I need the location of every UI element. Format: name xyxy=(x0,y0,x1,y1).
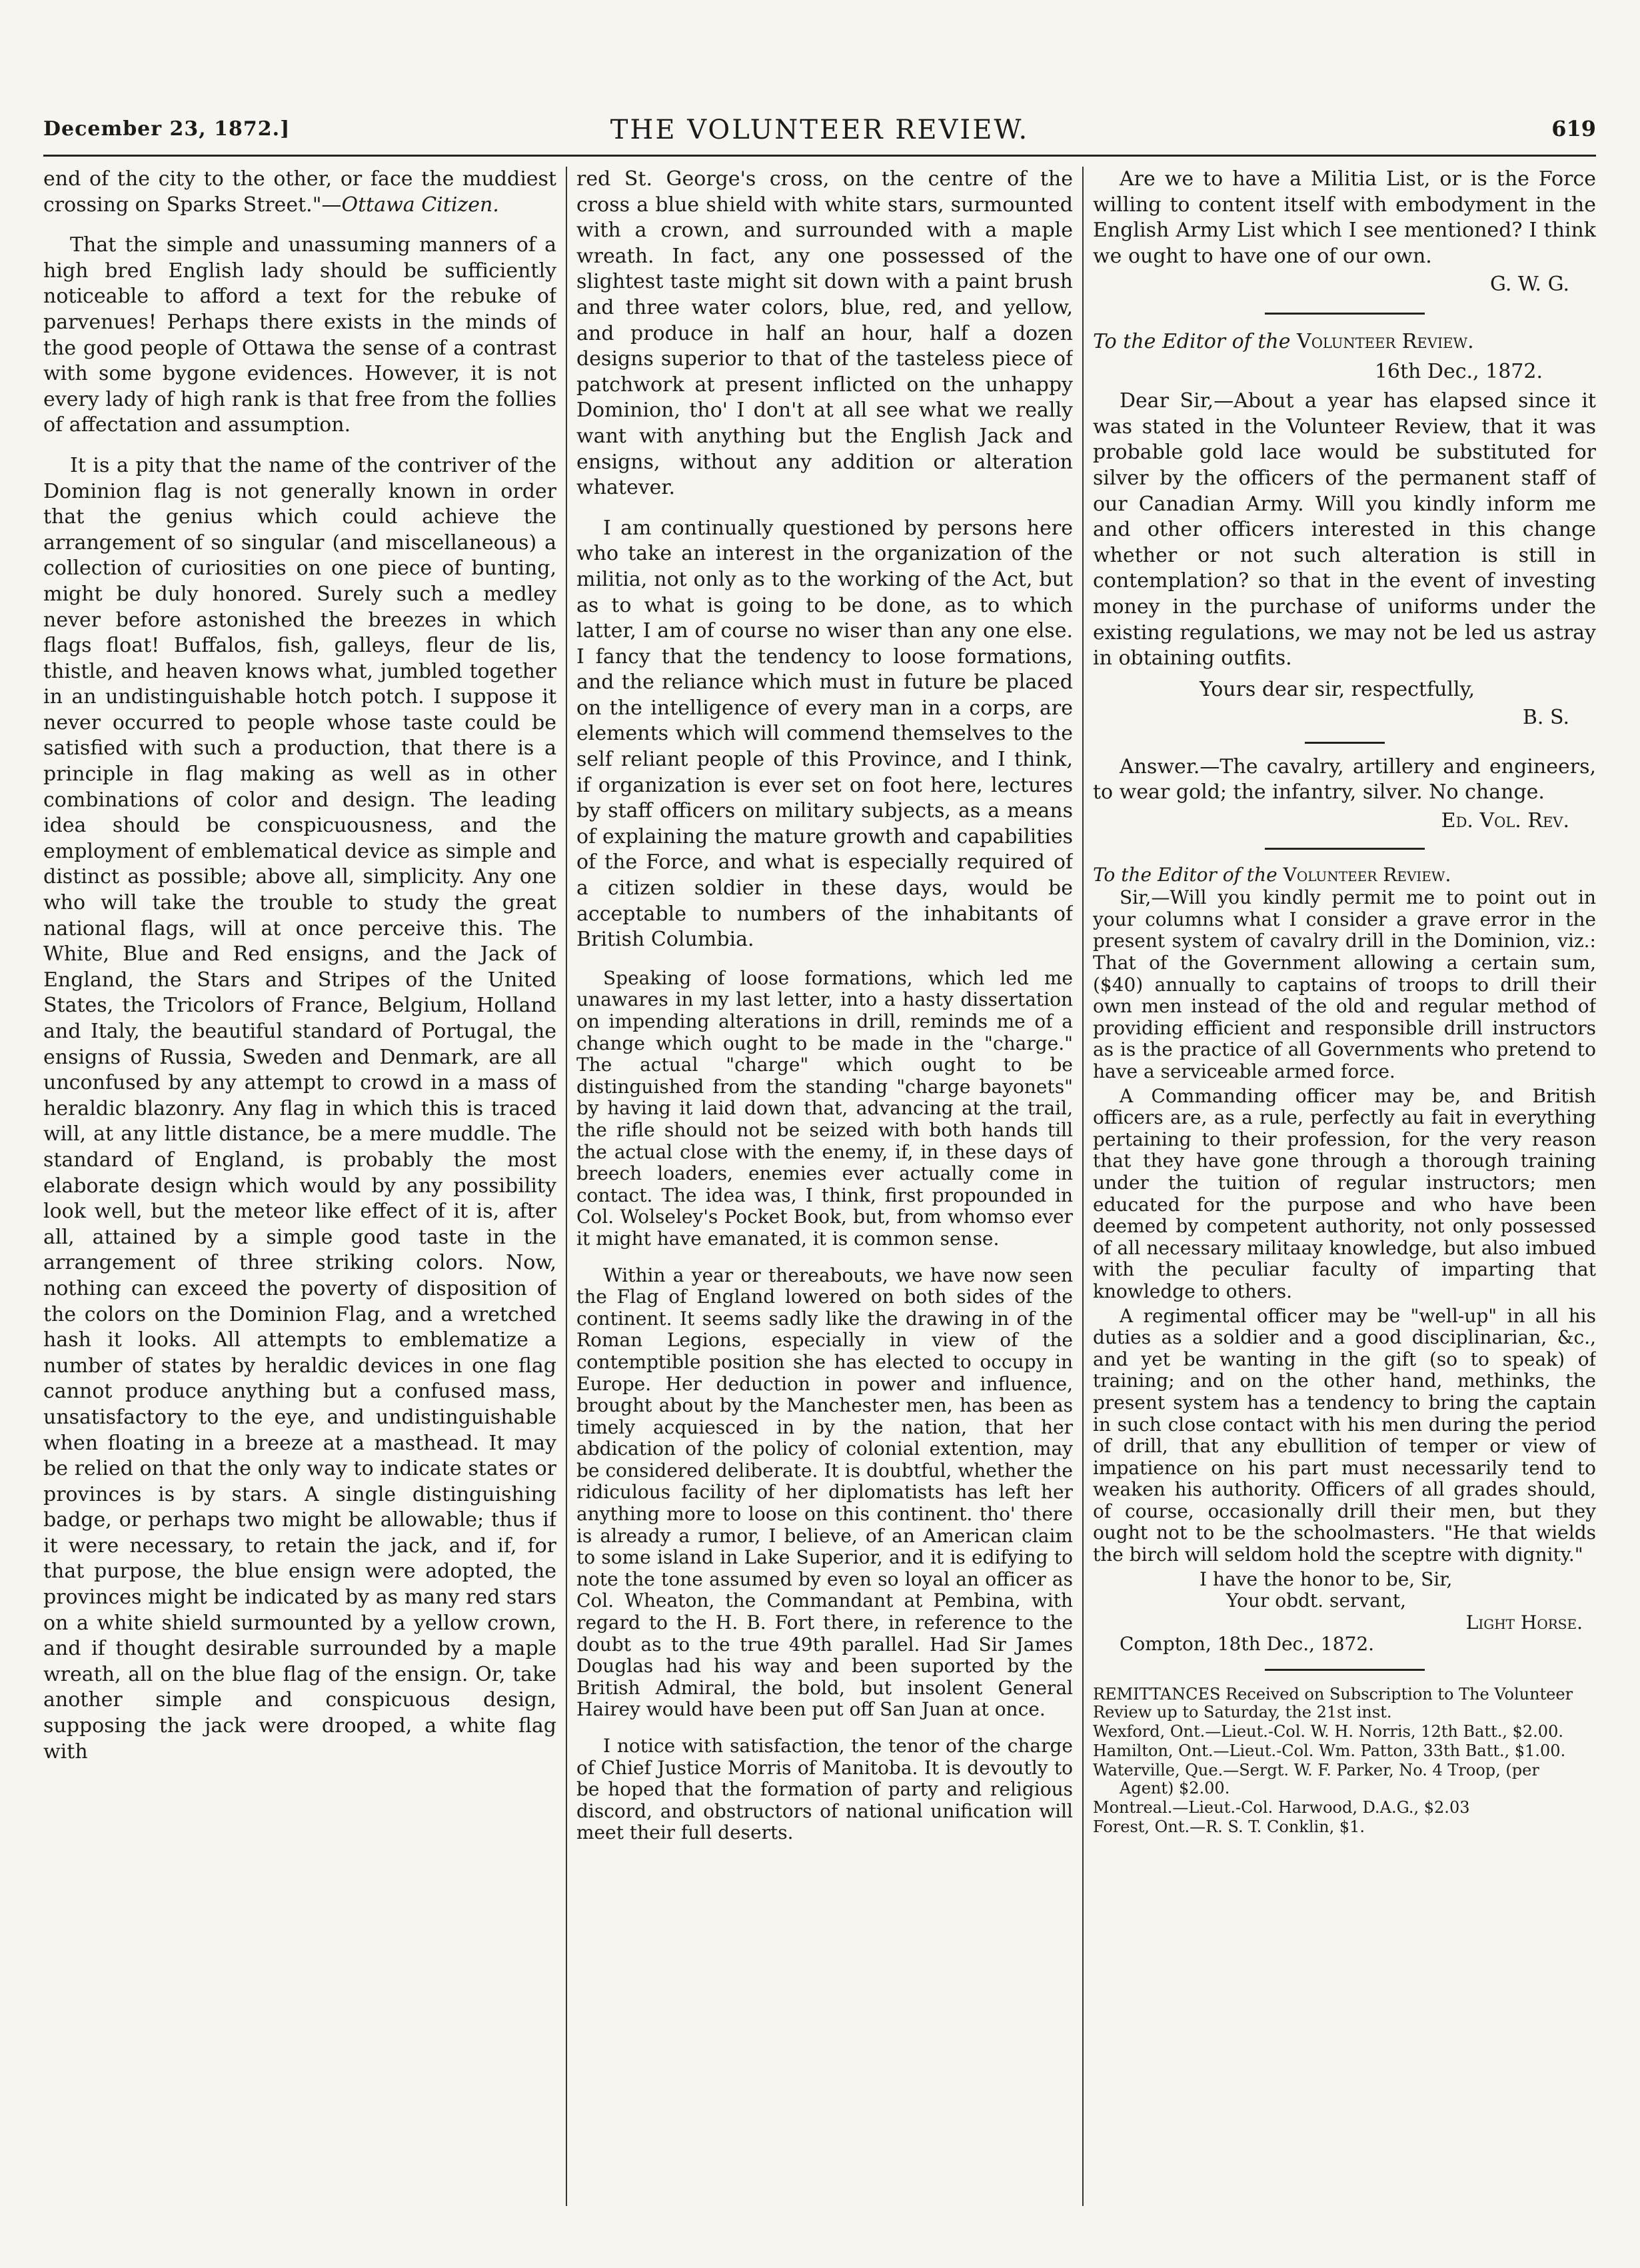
separator-rule xyxy=(1265,1669,1425,1671)
letter-heading xyxy=(1093,329,1596,355)
paper-name: Volunteer Review. xyxy=(1283,863,1451,886)
column-left xyxy=(43,167,556,2233)
column-right xyxy=(1093,167,1596,2233)
article-paragraph: That the simple and unassuming manners of a high bred English lady should be sufficiently noticeable to afford a text for the rebuke of parvenues! Perhaps there exists in the minds of the good people of Ottawa the sense of a contrast with some bygone evidences. However, it is not every lady of high rank is that free from the follies of affectation and assumption. xyxy=(43,233,556,437)
letter-closing: Yours dear sir, respectfully, xyxy=(1200,677,1475,701)
signature: Ed. Vol. Rev. xyxy=(1441,809,1569,833)
article-paragraph: It is a pity that the name of the contriver of the Dominion flag is not generally known in order that the genius which could achieve the arrangement of so singular (and miscellaneous) a collection of curiosities on one piece of bunting, might be duly honored. Surely such a medley never before astonished the breezes in which flags float! Buffalos, fish, galleys, fleur de lis, thistle, and heaven knows what, jumbled together in an undistinguishable hotch potch. I suppose it never occurred to people whose taste could be satisfied with such a production, that there is a principle in flag making as well as in other combinations of color and design. The leading idea should be conspicuousness, and the employment of emblematical device as simple and distinct as possible; above all, simplicity. Any one who will take the trouble to study the great national flags, will at once perceive this. The White, Blue and Red ensigns, and the Jack of England, the Stars and Stripes of the United States, the Tricolors of France, Belgium, Holland and Italy, the beautiful standard of Portugal, the ensigns of Russia, Sweden and Denmark, are all unconfused by any attempt to crowd in a mass of heraldic blazonry. Any flag in which this is traced will, at any little distance, be a mere muddle. The standard of England, is probably the most elaborate design which would by any possibility look well, but the meteor like effect of it is, after all, attained by a simple good taste in the arrangement of three striking colors. Now, nothing can exceed the poverty of disposition of the colors on the Dominion Flag, and a wretched hash it looks. All attempts to emblematize a number of states by heraldic devices in one flag cannot produce anything but a confused mass, unsatisfactory to the eye, and undistinguishable when floating in a breeze at a masthead. It may be relied on that the only way to indicate states or provinces is by stars. A single distinguishing badge, or perhaps two might be allowable; thus if it were necessary, to retain the jack, and if, for that purpose, the blue ensign were adopted, the provinces might be indicated by as many red stars on a white shield surmounted by a yellow crown, and if thought desirable surrounded by a maple wreath, all on the blue flag of the ensign. Or, take another simple and conspicuous design, supposing the jack were drooped, a white flag with xyxy=(43,453,556,1763)
letter-place-date: Compton, 18th Dec., 1872. xyxy=(1120,1633,1375,1656)
paragraph-text: end of the city to the other, or face the muddiest crossing on Sparks Street." xyxy=(43,167,556,217)
column-divider xyxy=(1082,167,1084,2206)
source-credit: —Ottawa Citizen. xyxy=(321,193,499,217)
letter-closing: Your obdt. servant, xyxy=(1226,1590,1407,1612)
paper-name: Volunteer Review. xyxy=(1297,329,1474,353)
newspaper-title: THE VOLUNTEER REVIEW. xyxy=(610,115,1030,145)
letter-body: Sir,—Will you kindly permit me to point out in your columns what I consider a grave error in the present system of cavalry drill in the Dominion, viz.: That of the Government allowing a certain sum, ($40) annually to captains of troops to drill their own men instead of the old and regular method of providing efficient and responsible drill instructors as is the practice of all Governments who pretend to have a serviceable armed force. xyxy=(1093,886,1596,1082)
separator-rule xyxy=(1265,313,1425,315)
remittance-item: Wexford, Ont.—Lieut.-Col. W. H. Norris, 12th Batt., $2.00. xyxy=(1093,1722,1563,1741)
letter-closing: I have the honor to be, Sir, xyxy=(1200,1568,1453,1590)
article-paragraph: I am continually questioned by persons here who take an interest in the organization of the militia, not only as to the working of the Act, but as to what is going to be done, as to which latter, I am of course no wiser than any one else. I fancy that the tendency to loose formations, and the reliance which must in future be placed on the intelligence of every man in a corps, are elements which will commend themselves to the self reliant people of this Province, and I think, if organization is ever set on foot here, lectures by staff officers on military subjects, as a means of explaining the mature growth and capabilities of the Force, and what is especially required of a citizen soldier in these days, would be acceptable to numbers of the inhabitants of British Columbia. xyxy=(576,516,1073,952)
article-paragraph: I notice with satisfaction, the tenor of the charge of Chief Justice Morris of Manitoba. It is devoutly to be hoped that the formation of party and religious discord, and obstructors of national unification will meet their full deserts. xyxy=(576,1735,1073,1844)
remittance-item: Forest, Ont.—R. S. T. Conklin, $1. xyxy=(1093,1817,1365,1837)
remittance-item: Hamilton, Ont.—Lieut.-Col. Wm. Patton, 33th Batt., $1.00. xyxy=(1093,1741,1566,1761)
page-header xyxy=(43,115,1596,149)
remittance-item: Waterville, Que.—Sergt. W. F. Parker, No. 4 Troop, (per Agent) $2.00. xyxy=(1093,1761,1539,1798)
letter-heading xyxy=(1093,864,1596,886)
issue-date: December 23, 1872.] xyxy=(43,117,291,141)
remittances-list xyxy=(1093,1686,1596,1836)
letter-body: A regimental officer may be "well-up" in all his duties as a soldier and a good disciplinarian, &c., and yet be wanting in the gift (so to speak) of training; and on the other hand, methinks, the present system has a tendency to bring the captain in such close contact with his men during the period of drill, that any ebullition of temper or view of impatience on his part must necessarily tend to weaken his authority. Officers of all grades should, of course, occasionally drill their men, but they ought not to be the schoolmasters. "He that wields the birch will seldom hold the sceptre with dignity." xyxy=(1093,1304,1596,1566)
column-divider xyxy=(566,167,567,2206)
letter-date: 16th Dec., 1872. xyxy=(1374,359,1543,383)
column-middle xyxy=(576,167,1073,2233)
article-paragraph: Speaking of loose formations, which led me unawares in my last letter, into a hasty dissertation on impending alterations in drill, reminds me of a change which ought to be made in the "charge." The actual "charge" which ought to be distinguished from the standing "charge bayonets" by having it laid down that, advancing at the trail, the rifle should not be seized with both hands till the actual close with the enemy, if, in these days of breech loaders, enemies ever actually come in contact. The idea was, I think, first propounded in Col. Wolseley's Pocket Book, but, from whomso ever it might have emanated, it is common sense. xyxy=(576,966,1073,1250)
article-paragraph xyxy=(43,167,556,218)
signature: G. W. G. xyxy=(1489,273,1569,297)
page-number: 619 xyxy=(1551,116,1596,141)
letter-body: Dear Sir,—About a year has elapsed since it was stated in the Volunteer Review, that it was probable gold lace would be substituted for silver by the officers of the permanent staff of our Canadian Army. Will you kindly inform me and other officers interested in this change whether or not such alteration is still in contemplation? so that in the event of investing money in the purchase of uniforms under the existing regulations, we may not be led us astray in obtaining outfits. xyxy=(1093,389,1596,670)
article-paragraph: red St. George's cross, on the centre of the cross a blue shield with white stars, surmounted with a crown, and surrounded with a maple wreath. In fact, any one possessed of the slightest taste might sit down with a paint brush and three water colors, blue, red, and yellow, and produce in half an hour, half a dozen designs superior to that of the tasteless piece of patchwork at present inflicted on the unhappy Dominion, tho' I don't at all see what we really want with anything but the English Jack and ensigns, without any addition or alteration whatever. xyxy=(576,167,1073,500)
signature: Light Horse. xyxy=(1465,1611,1583,1634)
letter-body: A Commanding officer may be, and British officers are, as a rule, perfectly au fait in everything pertaining to their profession, for the very reason that they have gone through a thorough training under the tuition of regular instructors; men educated for the purpose and who have been deemed by competent authority, not only possessed of all necessary militaay knowledge, but also imbued with the peculiar faculty of imparting that knowledge to others. xyxy=(1093,1084,1596,1302)
remittances-heading: REMITTANCES Received on Subscription to The Volunteer Review up to Saturday, the 21st inst. xyxy=(1093,1685,1573,1722)
article-paragraph: Are we to have a Militia List, or is the Force willing to content itself with embodyment in the English Army List which I see mentioned? I think we ought to have one of our own. xyxy=(1093,167,1596,268)
letter-salutation-to: To the Editor of the xyxy=(1093,329,1291,353)
letter-salutation-to: To the Editor of the xyxy=(1093,863,1277,886)
article-paragraph: Within a year or thereabouts, we have now seen the Flag of England lowered on both sides of the continent. It seems sadly like the drawing in of the Roman Legions, especially in view of the contemptible position she has elected to occupy in Europe. Her deduction in power and influence, brought about by the Manchester men, has been as timely acquiesced in by the nation, that her abdication of the policy of colonial extention, may be considered deliberate. It is doubtful, whether the ridiculous facility of her diplomatists has left her anything more to loose on this continent. tho' there is already a rumor, I believe, of an American claim to some island in Lake Superior, and it is edifying to note the tone assumed by even so loyal an officer as Col. Wheaton, the Commandant at Pembina, with regard to the H. B. Fort there, in reference to the doubt as to the true 49th parallel. Had Sir James Douglas had his way and been suported by the British Admiral, the bold, but insolent General Hairey would have been put off San Juan at once. xyxy=(576,1264,1073,1721)
signature: B. S. xyxy=(1522,706,1569,730)
separator-rule xyxy=(1305,742,1385,744)
editor-answer: Answer.—The cavalry, artillery and engineers, to wear gold; the infantry, silver. No change. xyxy=(1093,754,1596,804)
separator-rule xyxy=(1265,848,1425,850)
remittance-item: Montreal.—Lieut.-Col. Harwood, D.A.G., $2.03 xyxy=(1093,1798,1470,1817)
header-rule xyxy=(43,155,1596,157)
